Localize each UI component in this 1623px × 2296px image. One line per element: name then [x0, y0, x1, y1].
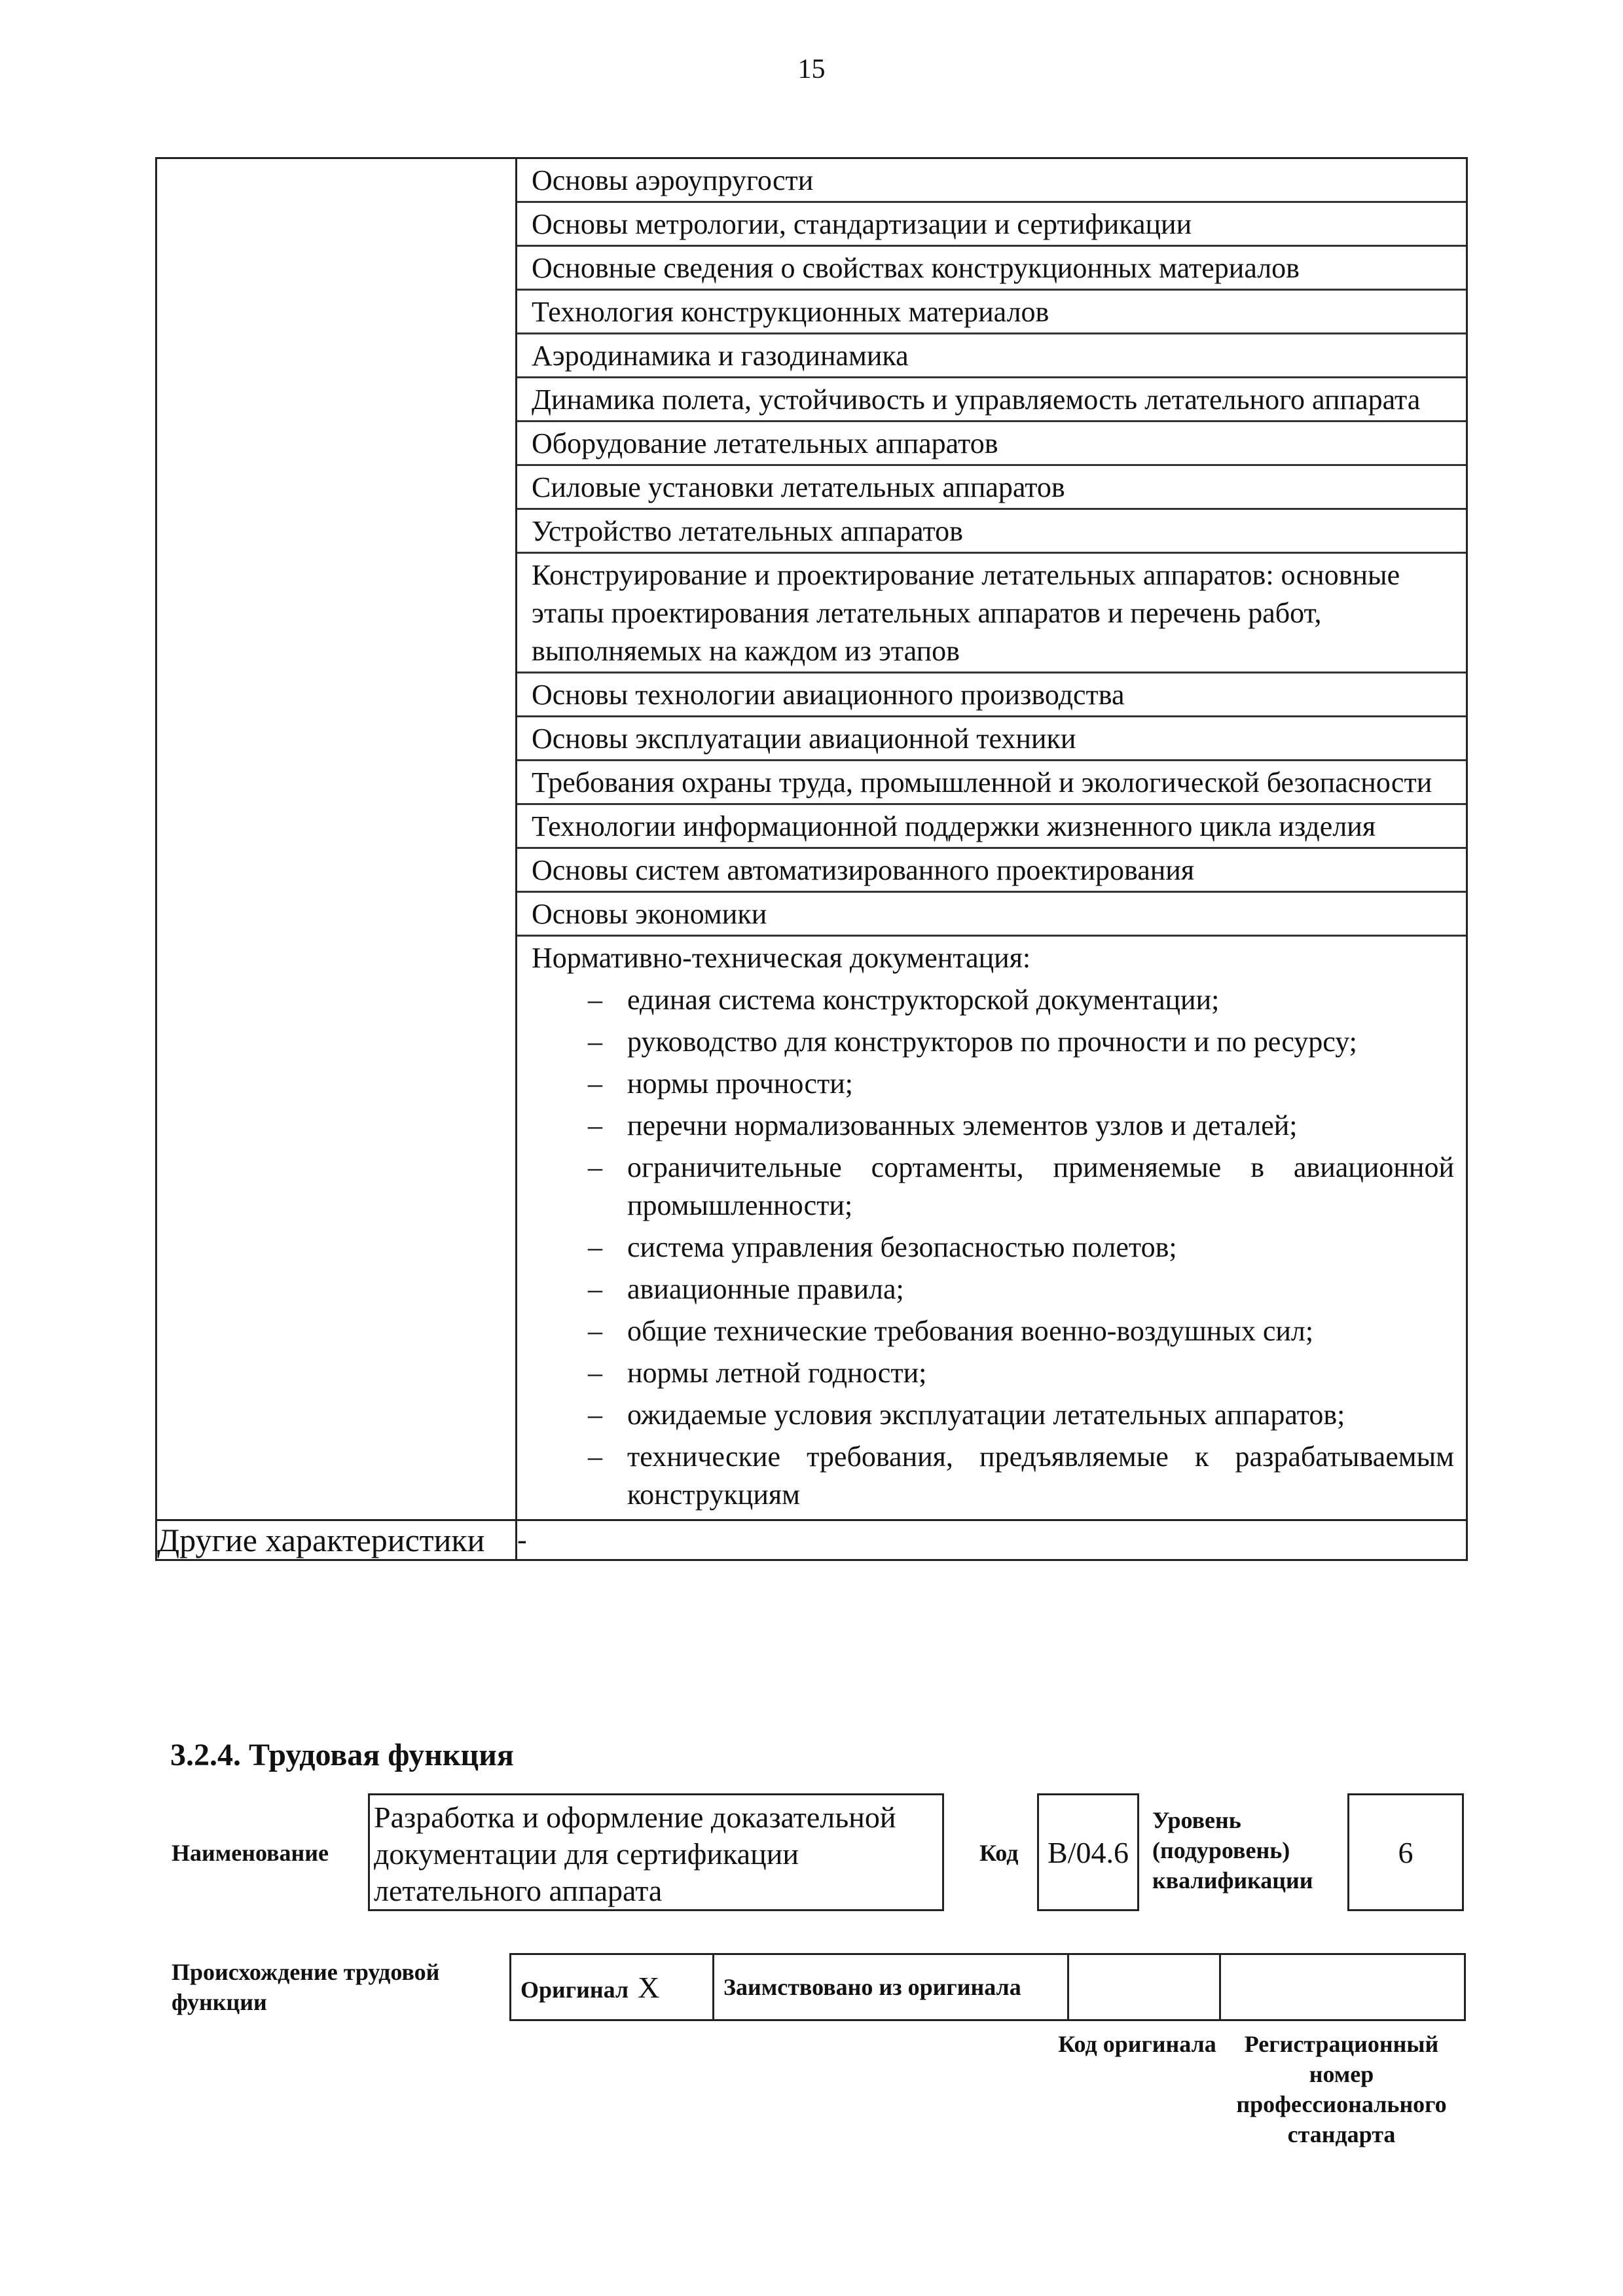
origin-reg-caption: Регистрационный номер профессионального стандарта	[1236, 2031, 1447, 2147]
normative-item: – технические требования, предъявляемые к разрабатываемым конструкциям	[588, 1438, 1454, 1514]
normative-item: – система управления безопасностью полетов;	[588, 1229, 1454, 1266]
normative-block	[517, 937, 1466, 1519]
origin-reg-number-cell	[1220, 1954, 1465, 2020]
knowledge-left-cell	[156, 158, 517, 1520]
other-characteristics-value: -	[517, 1520, 1467, 1560]
origin-code-cell	[1068, 1954, 1220, 2020]
origin-code-caption: Код оригинала	[1058, 2031, 1216, 2057]
knowledge-item: Основы эксплуатации авиационной техники	[517, 717, 1466, 761]
page-number: 15	[797, 54, 826, 84]
other-characteristics-label: Другие характеристики	[156, 1520, 517, 1560]
knowledge-item: Конструирование и проектирование летательных аппаратов: основные этапы проектирования летательных аппаратов и перечень работ, выполняемых на каждом из этапов	[517, 554, 1466, 673]
knowledge-item: Динамика полета, устойчивость и управляемость летательного аппарата	[517, 378, 1466, 422]
origin-original-mark: X	[638, 1970, 660, 2004]
normative-item: – нормы летной годности;	[588, 1354, 1454, 1392]
knowledge-item: Основы экономики	[517, 893, 1466, 937]
normative-heading: Нормативно-техническая документация:	[532, 942, 1031, 974]
knowledge-item: Оборудование летательных аппаратов	[517, 422, 1466, 466]
qualification-level-label: Уровень (подуровень) квалификации	[1152, 1807, 1313, 1893]
origin-label: Происхождение трудовой функции	[172, 1959, 440, 2015]
knowledge-item: Аэродинамика и газодинамика	[517, 334, 1466, 378]
normative-item: – ожидаемые условия эксплуатации летательных аппаратов;	[588, 1396, 1454, 1434]
function-name-label: Наименование	[172, 1840, 329, 1866]
knowledge-item: Основы аэроупругости	[517, 159, 1466, 203]
normative-item: – ограничительные сортаменты, применяемые в авиационной промышленности;	[588, 1149, 1454, 1225]
knowledge-item: Силовые установки летательных аппаратов	[517, 466, 1466, 510]
normative-item: – перечни нормализованных элементов узлов и деталей;	[588, 1107, 1454, 1145]
knowledge-item: Основные сведения о свойствах конструкционных материалов	[517, 247, 1466, 291]
normative-list	[532, 981, 1454, 1514]
origin-original-cell	[511, 1954, 714, 2020]
qualification-level-value: 6	[1347, 1793, 1464, 1911]
origin-original-label: Оригинал	[520, 1976, 629, 2003]
section-title: 3.2.4. Трудовая функция	[170, 1738, 514, 1772]
function-code-label: Код	[979, 1840, 1019, 1866]
knowledge-item: Требования охраны труда, промышленной и экологической безопасности	[517, 761, 1466, 805]
function-name-value: Разработка и оформление доказательной документации для сертификации летательного аппарата	[368, 1793, 944, 1911]
knowledge-item: Основы систем автоматизированного проектирования	[517, 849, 1466, 893]
other-characteristics-row	[156, 1520, 1467, 1560]
knowledge-table	[155, 157, 1468, 1561]
origin-borrowed-cell: Заимствовано из оригинала	[714, 1954, 1068, 2020]
normative-item: – руководство для конструкторов по прочности и по ресурсу;	[588, 1023, 1454, 1061]
normative-item: – нормы прочности;	[588, 1065, 1454, 1103]
knowledge-right-cell	[517, 158, 1467, 1520]
normative-item: – единая система конструкторской документации;	[588, 981, 1454, 1019]
knowledge-item: Основы технологии авиационного производства	[517, 673, 1466, 717]
knowledge-item: Технология конструкционных материалов	[517, 291, 1466, 334]
normative-item: – авиационные правила;	[588, 1270, 1454, 1308]
knowledge-item: Устройство летательных аппаратов	[517, 510, 1466, 554]
knowledge-list	[517, 159, 1466, 1519]
origin-row	[511, 1954, 1465, 2020]
function-code-value: В/04.6	[1037, 1793, 1139, 1911]
origin-table	[509, 1953, 1466, 2021]
knowledge-item: Основы метрологии, стандартизации и сертификации	[517, 203, 1466, 247]
knowledge-row	[156, 158, 1467, 1520]
normative-item: – общие технические требования военно-воздушных сил;	[588, 1312, 1454, 1350]
knowledge-item: Технологии информационной поддержки жизненного цикла изделия	[517, 805, 1466, 849]
